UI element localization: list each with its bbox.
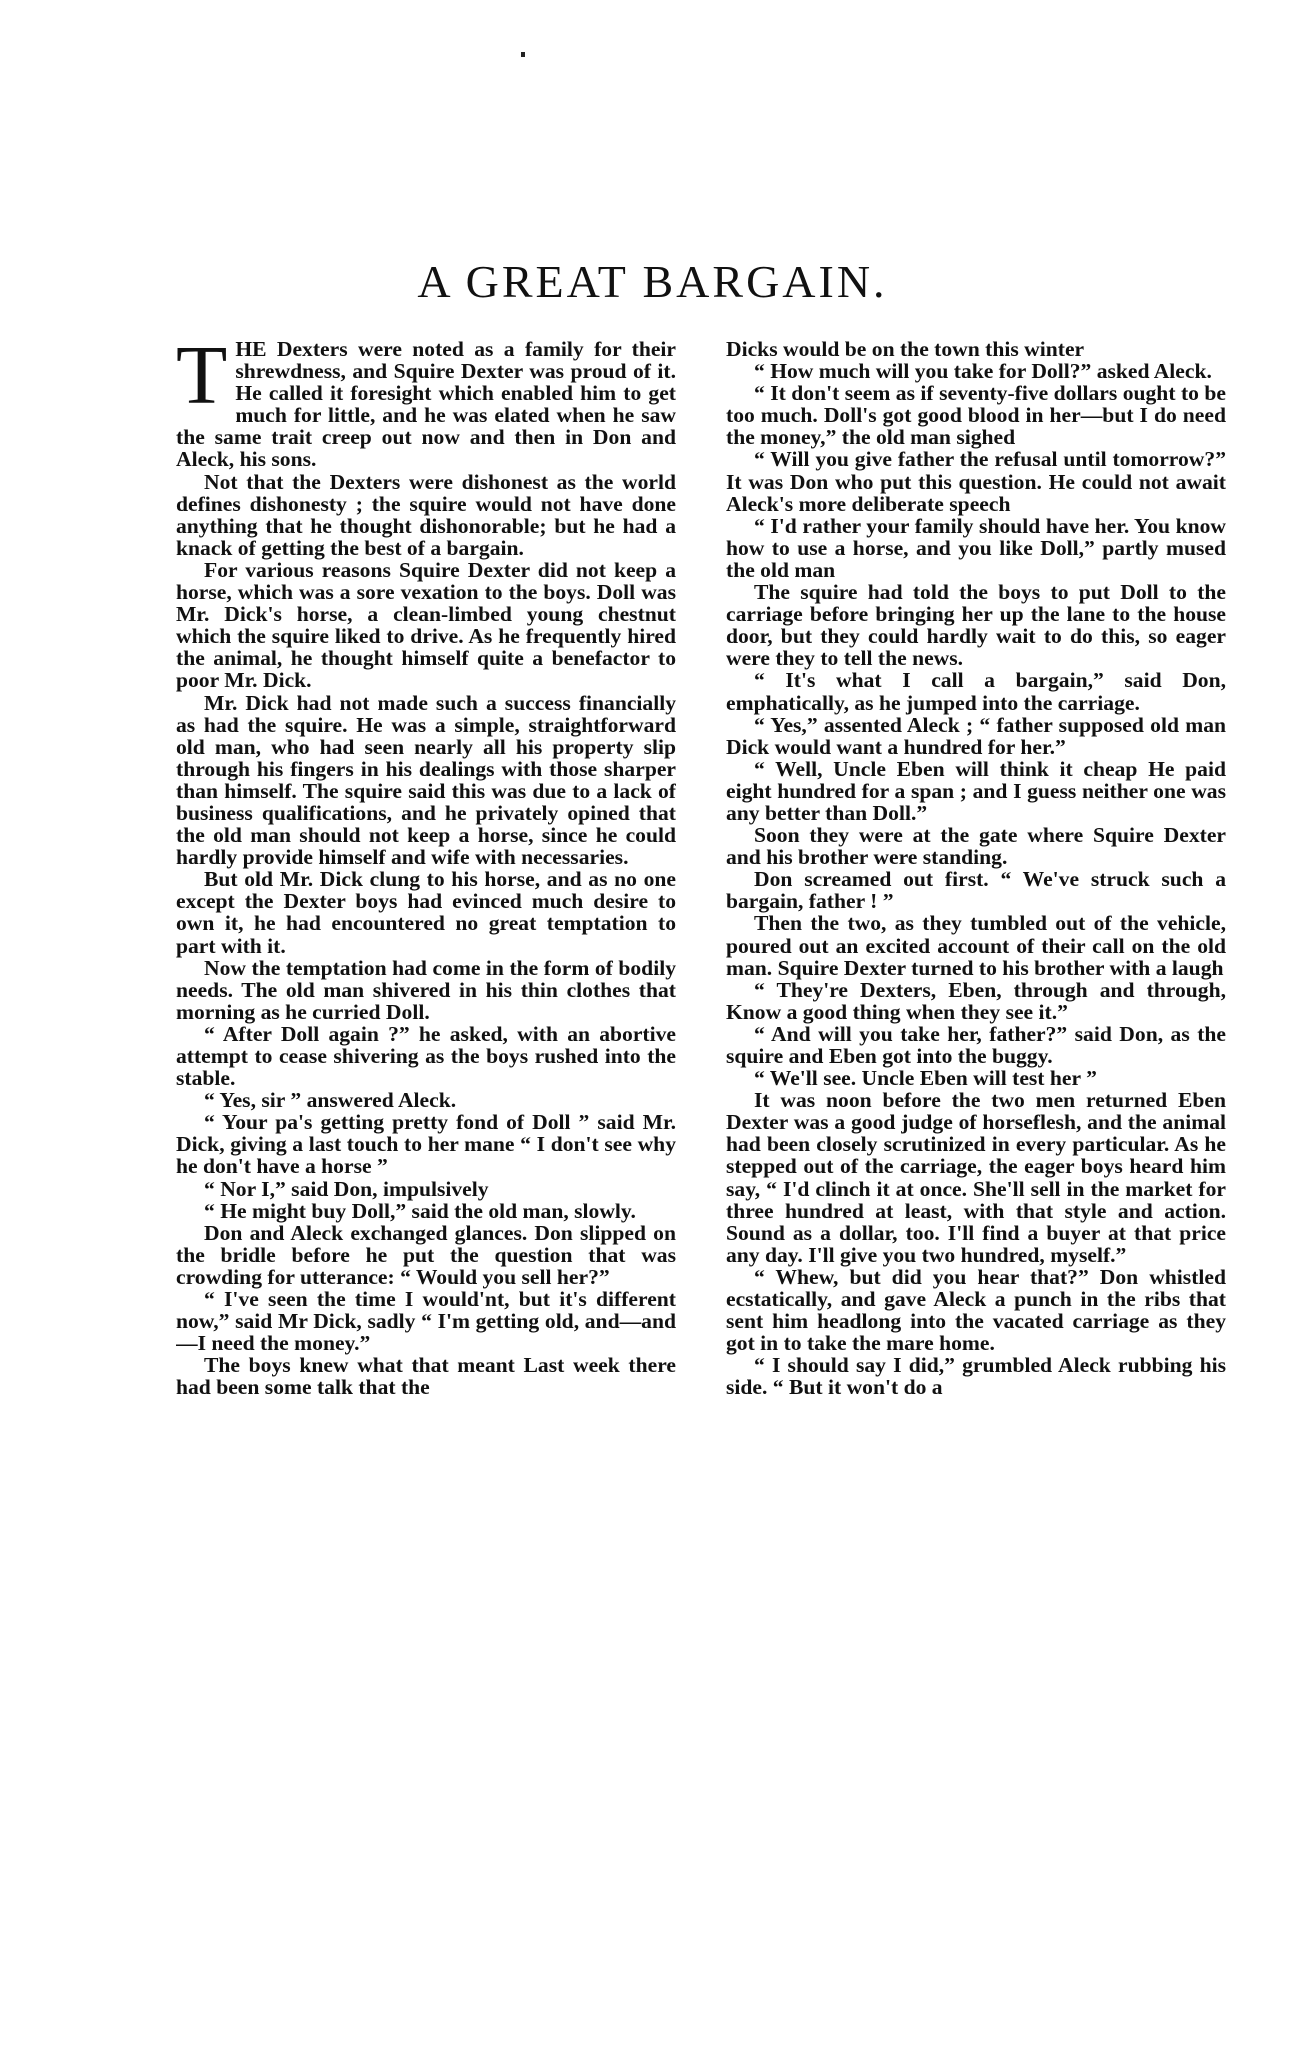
paragraph: “ How much will you take for Doll?” asked Aleck. — [754, 359, 1212, 384]
paragraph: Don screamed out first. “ We've struck such a bargain, father ! ” — [726, 867, 1226, 914]
paragraph: “ It don't seem as if seventy-five dollars ought to be too much. Doll's got good blood in her—but I do need the money,” the old man sighed — [726, 381, 1226, 450]
paragraph: The squire had told the boys to put Doll to the carriage before bringing her up the lane to the house door, but they could hardly wait to do this, so eager were they to tell the news. — [726, 580, 1226, 671]
paragraph: For various reasons Squire Dexter did not keep a horse, which was a sore vexation to the boys. Doll was Mr. Dick's horse, a clean-limbed young chestnut which the squire liked to drive. As he frequently hired the animal, he thought himself quite a benefactor to poor Mr. Dick. — [176, 557, 676, 693]
paragraph: The boys knew what that meant Last week there had been some talk that the — [176, 1353, 676, 1400]
paragraph: “ Yes, sir ” answered Aleck. — [204, 1088, 457, 1113]
paragraph: “ Whew, but did you hear that?” Don whistled ecstatically, and gave Aleck a punch in the ribs that sent him headlong into the vacated carriage as they got in to take the mare home. — [726, 1264, 1226, 1356]
paragraph: “ Your pa's getting pretty fond of Doll ” said Mr. Dick, giving a last touch to her mane “ I don't see why he don't have a horse ” — [176, 1110, 676, 1179]
paragraph: “ Well, Uncle Eben will think it cheap He paid eight hundred for a span ; and I guess neither one was any better than Doll.” — [726, 756, 1226, 825]
paragraph: Not that the Dexters were dishonest as the world defines dishonesty ; the squire would not have done anything that he thought dishonorable; but he had a knack of getting the best of a bargain. — [176, 469, 676, 560]
article-title: A GREAT BARGAIN. — [417, 256, 888, 307]
paragraph: “ I've seen the time I would'nt, but it's different now,” said Mr Dick, sadly “ I'm getting old, and—and—I need the money.” — [176, 1287, 676, 1356]
paragraph: “ I'd rather your family should have her. You know how to use a horse, and you like Doll,” partly mused the old man — [726, 513, 1226, 582]
paragraph: “ They're Dexters, Eben, through and through, Know a good thing when they see it.” — [726, 977, 1226, 1024]
paragraph: Don and Aleck exchanged glances. Don slipped on the bridle before he put the question that was crowding for utterance: “ Would you sell her?” — [176, 1220, 676, 1289]
paragraph: “ We'll see. Uncle Eben will test her ” — [754, 1066, 1097, 1091]
paragraph: “ He might buy Doll,” said the old man, slowly. — [204, 1198, 636, 1223]
paragraph: “ And will you take her, father?” said Don, as the squire and Eben got into the buggy. — [726, 1021, 1226, 1068]
paragraph: “ After Doll again ?” he asked, with an abortive attempt to cease shivering as the boys rushed into the stable. — [176, 1021, 676, 1091]
paragraph: Soon they were at the gate where Squire Dexter and his brother were standing. — [726, 823, 1226, 870]
paragraph: “ Will you give father the refusal until tomorrow?” It was Don who put this question. He could not await Aleck's more deliberate speech — [726, 447, 1226, 516]
paragraph: “ It's what I call a bargain,” said Don, emphatically, as he jumped into the carriage. — [726, 668, 1226, 715]
paragraph: “ Yes,” assented Aleck ; “ father supposed old man Dick would want a hundred for her.” — [726, 712, 1226, 759]
ink-speck — [521, 52, 525, 57]
paragraph: But old Mr. Dick clung to his horse, and as no one except the Dexter boys had evinced much desire to own it, he had encountered no great temptation to part with it. — [176, 867, 676, 958]
paragraph: Mr. Dick had not made such a success financially as had the squire. He was a simple, straightforward old man, who had seen nearly all his property slip through his fingers in his dealings with those sharper than himself. The squire said this was due to a lack of business qualifications, and he privately opined that the old man should not keep a horse, since he could hardly provide himself and wife with necessaries. — [176, 690, 676, 870]
right-column — [726, 338, 1226, 2018]
paragraph: Now the temptation had come in the form of bodily needs. The old man shivered in his thin clothes that morning as he curried Doll. — [176, 955, 676, 1024]
paragraph: It was noon before the two men returned Eben Dexter was a good judge of horseflesh, and the animal had been closely scrutinized in every particular. As he stepped out of the carriage, the eager boys heard him say, “ I'd clinch it at once. She'll sell in the market for three hundred at least, with that style and action. Sound as a dollar, too. I'll find a buyer at that price any day. I'll give you two hundred, myself.” — [726, 1088, 1226, 1267]
paragraph: THE Dexters were noted as a family for their shrewdness, and Squire Dexter was proud of it. He called it foresight which enabled him to get much for little, and he was elated when he saw the same trait creep out now and then in Don and Aleck, his sons. — [176, 338, 676, 472]
paragraph: “ I should say I did,” grumbled Aleck rubbing his side. “ But it won't do a — [726, 1353, 1226, 1400]
paragraph: Dicks would be on the town this winter — [726, 338, 1085, 361]
paragraph: Then the two, as they tumbled out of the vehicle, poured out an excited account of their call on the old man. Squire Dexter turned to his brother with a laugh — [726, 911, 1226, 980]
left-column — [176, 338, 676, 2018]
paragraph: “ Nor I,” said Don, impulsively — [204, 1176, 489, 1201]
